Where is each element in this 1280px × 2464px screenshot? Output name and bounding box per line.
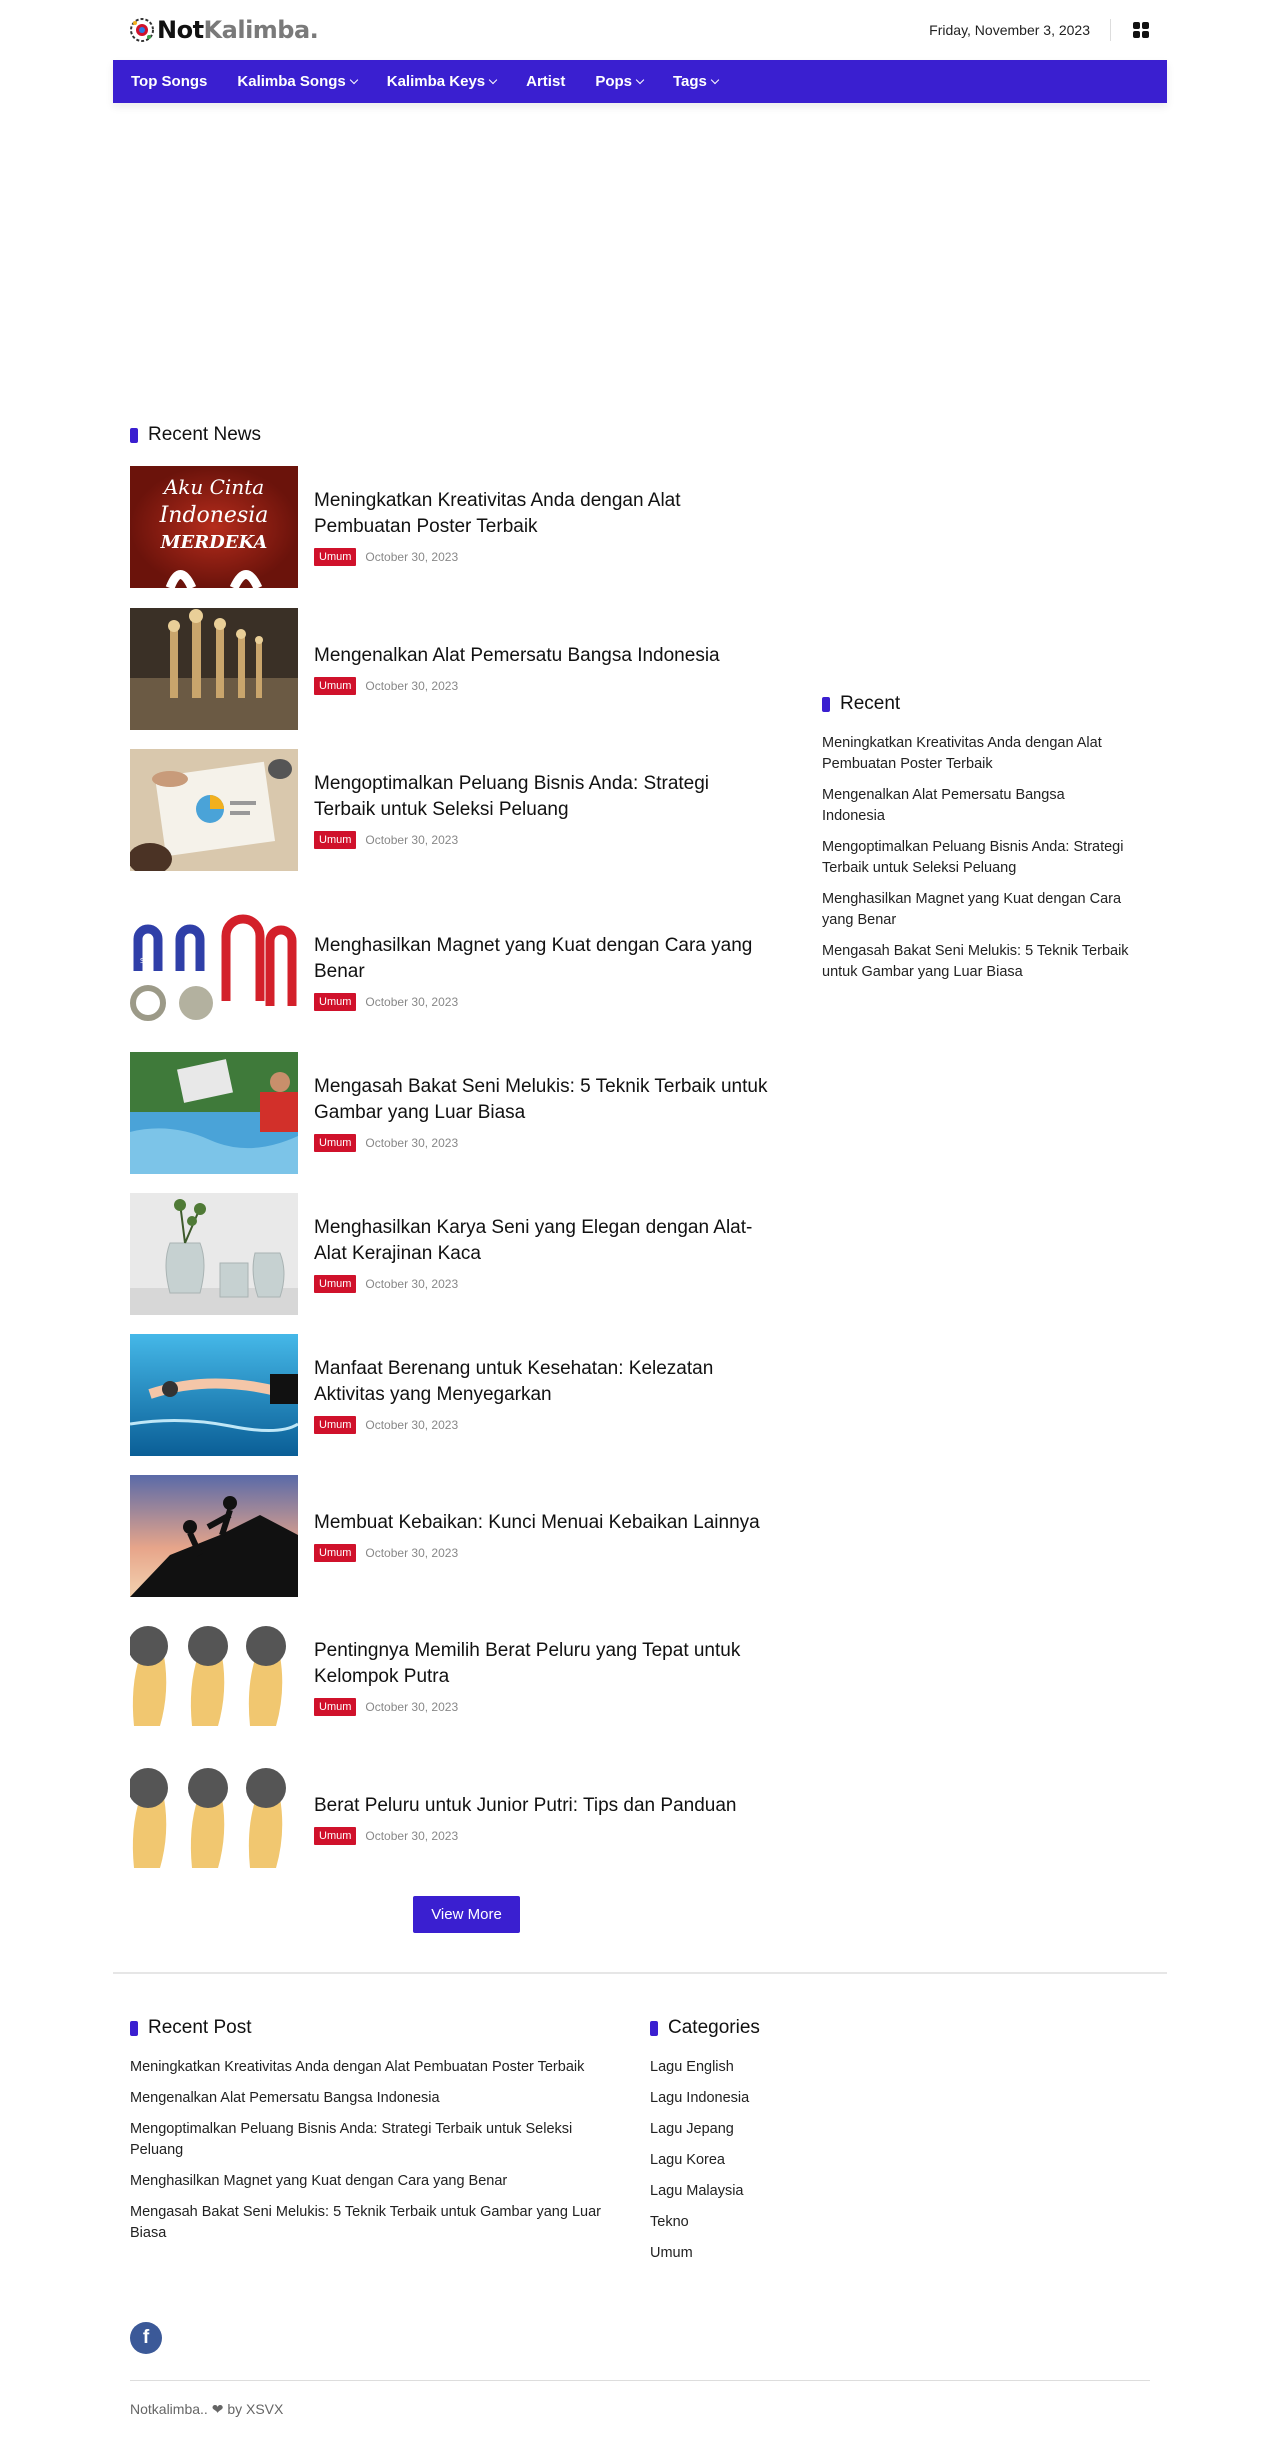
news-title[interactable]	[314, 1510, 760, 1536]
categories-title: Categories	[668, 2017, 760, 2038]
nav-item-tags[interactable]	[673, 73, 718, 90]
recent-news-heading	[130, 424, 261, 446]
magnets-thumbnail[interactable]	[130, 911, 298, 1033]
news-item	[130, 1193, 790, 1315]
sidebar-recent-link[interactable]	[822, 837, 1152, 879]
section-marker	[130, 2021, 138, 2036]
svg-text:Indonesia: Indonesia	[159, 503, 269, 528]
news-meta	[314, 1416, 713, 1434]
link-line: Mengenalkan Alat Pemersatu Bangsa	[822, 787, 1065, 803]
footer-recent-post-link[interactable]	[130, 2088, 640, 2109]
shot-put-thumbnail[interactable]	[130, 1616, 298, 1738]
footer-credit: Notkalimba.. ❤ by XSVX	[130, 2401, 284, 2417]
glass-art-thumbnail[interactable]	[130, 1193, 298, 1315]
nav-item-kalimba-songs[interactable]	[237, 73, 356, 90]
nav-item-label: Pops	[595, 73, 632, 90]
footer-recent-posts	[130, 2017, 640, 2254]
news-title-line: Mengoptimalkan Peluang Bisnis Anda: Strategi	[314, 773, 710, 794]
category-link[interactable]: Lagu Korea	[650, 2152, 725, 2168]
nav-item-kalimba-keys[interactable]	[387, 73, 496, 90]
footer-recent-post-link[interactable]	[130, 2057, 640, 2078]
news-title[interactable]	[314, 1356, 713, 1408]
category-badge[interactable]: Umum	[314, 548, 356, 566]
news-title[interactable]	[314, 488, 681, 540]
poster-thumbnail[interactable]	[130, 466, 298, 588]
recent-news-title: Recent News	[148, 424, 261, 445]
news-body	[314, 1334, 713, 1456]
svg-text:N: N	[190, 957, 196, 965]
news-date: October 30, 2023	[365, 679, 459, 693]
category-badge[interactable]: Umum	[314, 1416, 356, 1434]
sidebar-recent-title: Recent	[840, 693, 901, 714]
news-body	[314, 749, 709, 871]
facebook-icon[interactable]: f	[130, 2322, 162, 2354]
news-title-line: Menghasilkan Magnet yang Kuat dengan Cara yang	[314, 935, 753, 956]
news-item	[130, 911, 790, 1033]
news-meta	[314, 831, 709, 849]
news-body	[314, 608, 720, 730]
category-badge[interactable]: Umum	[314, 1698, 356, 1716]
news-item	[130, 1475, 790, 1597]
news-meta	[314, 993, 752, 1011]
link-line: Mengasah Bakat Seni Melukis: 5 Teknik Terbaik	[822, 943, 1129, 959]
nav-item-label: Tags	[673, 73, 707, 90]
top-header	[113, 0, 1167, 60]
news-date: October 30, 2023	[365, 1700, 459, 1714]
news-body	[314, 1193, 752, 1315]
news-title-line: Terbaik untuk Seleksi Peluang	[314, 799, 569, 820]
news-date: October 30, 2023	[365, 1829, 459, 1843]
news-title-line: Menghasilkan Karya Seni yang Elegan dengan Alat-	[314, 1217, 753, 1238]
news-body	[314, 1052, 767, 1174]
news-title-line: Manfaat Berenang untuk Kesehatan: Kelezatan	[314, 1358, 714, 1379]
footer-categories-heading	[650, 2017, 950, 2039]
news-title-line: Meningkatkan Kreativitas Anda dengan Alat	[314, 490, 681, 511]
sidebar-recent-link[interactable]	[822, 733, 1152, 775]
link-line: Mengenalkan Alat Pemersatu Bangsa Indonesia	[130, 2090, 440, 2106]
news-title-line: Benar	[314, 961, 365, 982]
chevron-down-icon	[636, 76, 644, 84]
recent-post-title: Recent Post	[148, 2017, 252, 2038]
link-line: Mengasah Bakat Seni Melukis: 5 Teknik Terbaik untuk Gambar yang Luar	[130, 2204, 601, 2220]
sidebar-recent-heading	[822, 693, 1152, 715]
nav-item-label: Top Songs	[131, 73, 208, 90]
news-item	[130, 1334, 790, 1456]
category-link[interactable]: Lagu Jepang	[650, 2121, 734, 2137]
footer-line	[130, 2380, 1150, 2381]
nav-item-pops[interactable]	[595, 73, 643, 90]
sidebar-recent-link[interactable]	[822, 889, 1152, 931]
news-title[interactable]	[314, 1638, 740, 1690]
news-meta	[314, 1134, 767, 1152]
link-line: Menghasilkan Magnet yang Kuat dengan Cara yang Benar	[130, 2173, 508, 2189]
category-badge[interactable]: Umum	[314, 831, 356, 849]
news-item	[130, 466, 790, 588]
news-title-line: Mengenalkan Alat Pemersatu Bangsa Indonesia	[314, 645, 720, 666]
news-body	[314, 911, 752, 1033]
svg-text:MERDEKA: MERDEKA	[160, 532, 268, 553]
business-thumbnail[interactable]	[130, 749, 298, 871]
category-badge[interactable]: Umum	[314, 1827, 356, 1845]
shot-put-thumbnail[interactable]	[130, 1758, 298, 1880]
news-meta	[314, 1827, 736, 1845]
footer-recent-post-link[interactable]	[130, 2202, 640, 2244]
footer-divider	[113, 1972, 1167, 1974]
category-badge[interactable]: Umum	[314, 1134, 356, 1152]
link-line: Menghasilkan Magnet yang Kuat dengan Cara	[822, 891, 1122, 907]
news-item	[130, 749, 790, 871]
category-link[interactable]: Lagu Malaysia	[650, 2183, 744, 2199]
news-title-line: Pentingnya Memilih Berat Peluru yang Tepat untuk	[314, 1640, 741, 1661]
chevron-down-icon	[489, 76, 497, 84]
painting-thumbnail[interactable]	[130, 1052, 298, 1174]
chevron-down-icon	[711, 76, 719, 84]
news-item	[130, 1758, 790, 1880]
news-title[interactable]	[314, 933, 752, 985]
news-title[interactable]	[314, 1074, 767, 1126]
category-badge[interactable]: Umum	[314, 993, 356, 1011]
news-title-line: Mengasah Bakat Seni Melukis: 5 Teknik Terbaik untuk	[314, 1076, 768, 1097]
nav-item-top-songs[interactable]	[131, 73, 207, 90]
main-navigation	[113, 60, 1167, 103]
news-body	[314, 1475, 760, 1597]
nav-item-label: Artist	[526, 73, 566, 90]
news-date: October 30, 2023	[365, 550, 459, 564]
news-item	[130, 1616, 790, 1738]
link-line: Pembuatan Poster Terbaik	[822, 756, 993, 772]
footer-recent-post-link[interactable]	[130, 2171, 640, 2192]
section-marker	[130, 428, 138, 443]
news-title-line: Aktivitas yang Menyegarkan	[314, 1384, 552, 1405]
category-badge[interactable]: Umum	[314, 1275, 356, 1293]
news-meta	[314, 1698, 740, 1716]
news-title-line: Gambar yang Luar Biasa	[314, 1102, 526, 1123]
sidebar-recent-link[interactable]	[822, 785, 1152, 827]
news-title-line: Kelompok Putra	[314, 1666, 450, 1687]
svg-text:Aku Cinta: Aku Cinta	[163, 475, 265, 499]
view-more-button[interactable]: View More	[413, 1896, 520, 1933]
sidebar-recent-link[interactable]	[822, 941, 1152, 983]
news-date: October 30, 2023	[365, 995, 459, 1009]
svg-text:S: S	[140, 957, 145, 965]
link-line: yang Benar	[822, 912, 897, 928]
news-meta	[314, 548, 681, 566]
news-meta	[314, 1275, 752, 1293]
link-line: Indonesia	[822, 808, 885, 824]
news-body	[314, 1616, 740, 1738]
link-line: Peluang	[130, 2142, 184, 2158]
chevron-down-icon	[350, 76, 358, 84]
news-date: October 30, 2023	[365, 1546, 459, 1560]
news-title[interactable]	[314, 1215, 752, 1267]
link-line: Mengoptimalkan Peluang Bisnis Anda: Strategi	[822, 839, 1124, 855]
current-date: Friday, November 3, 2023	[929, 19, 1111, 41]
news-item	[130, 608, 790, 730]
link-line: Mengoptimalkan Peluang Bisnis Anda: Strategi Terbaik untuk Seleksi	[130, 2121, 573, 2137]
footer-recent-post-heading	[130, 2017, 640, 2039]
news-date: October 30, 2023	[365, 1418, 459, 1432]
grid-menu-icon[interactable]	[1133, 22, 1149, 38]
section-marker	[822, 697, 830, 712]
news-date: October 30, 2023	[365, 1136, 459, 1150]
news-date: October 30, 2023	[365, 1277, 459, 1291]
link-line: Meningkatkan Kreativitas Anda dengan Alat Pembuatan Poster Terbaik	[130, 2059, 585, 2075]
news-meta	[314, 1544, 760, 1562]
category-link[interactable]: Tekno	[650, 2214, 689, 2230]
news-body	[314, 1758, 736, 1880]
news-title[interactable]	[314, 643, 720, 669]
news-title[interactable]	[314, 1793, 736, 1819]
puppets-thumbnail[interactable]	[130, 608, 298, 730]
category-link[interactable]: Lagu Indonesia	[650, 2090, 750, 2106]
section-marker	[650, 2021, 658, 2036]
kindness-thumbnail[interactable]	[130, 1475, 298, 1597]
news-meta	[314, 677, 720, 695]
nav-item-label: Kalimba Songs	[237, 73, 346, 90]
nav-item-label: Kalimba Keys	[386, 73, 486, 90]
logo-text: NotKalimba.	[157, 16, 319, 44]
nav-item-artist[interactable]	[526, 73, 565, 90]
sidebar-recent	[822, 693, 1152, 993]
category-link[interactable]: Umum	[650, 2245, 693, 2261]
site-logo[interactable]	[129, 16, 318, 44]
footer-recent-post-link[interactable]	[130, 2119, 640, 2161]
link-line: Biasa	[130, 2225, 167, 2241]
footer-categories	[650, 2017, 950, 2274]
category-link[interactable]: Lagu English	[650, 2059, 734, 2075]
news-title-line: Membuat Kebaikan: Kunci Menuai Kebaikan Lainnya	[314, 1512, 760, 1533]
news-body	[314, 466, 681, 588]
news-date: October 30, 2023	[365, 833, 459, 847]
news-title-line: Berat Peluru untuk Junior Putri: Tips dan Panduan	[314, 1795, 737, 1816]
logo-kalimba-icon	[129, 17, 155, 43]
news-title-line: Alat Kerajinan Kaca	[314, 1243, 481, 1264]
news-title-line: Pembuatan Poster Terbaik	[314, 516, 538, 537]
swimming-thumbnail[interactable]	[130, 1334, 298, 1456]
link-line: Meningkatkan Kreativitas Anda dengan Alat	[822, 735, 1102, 751]
news-item	[130, 1052, 790, 1174]
category-badge[interactable]: Umum	[314, 1544, 356, 1562]
category-badge[interactable]: Umum	[314, 677, 356, 695]
link-line: untuk Gambar yang Luar Biasa	[822, 964, 1023, 980]
link-line: Terbaik untuk Seleksi Peluang	[822, 860, 1017, 876]
news-title[interactable]	[314, 771, 709, 823]
